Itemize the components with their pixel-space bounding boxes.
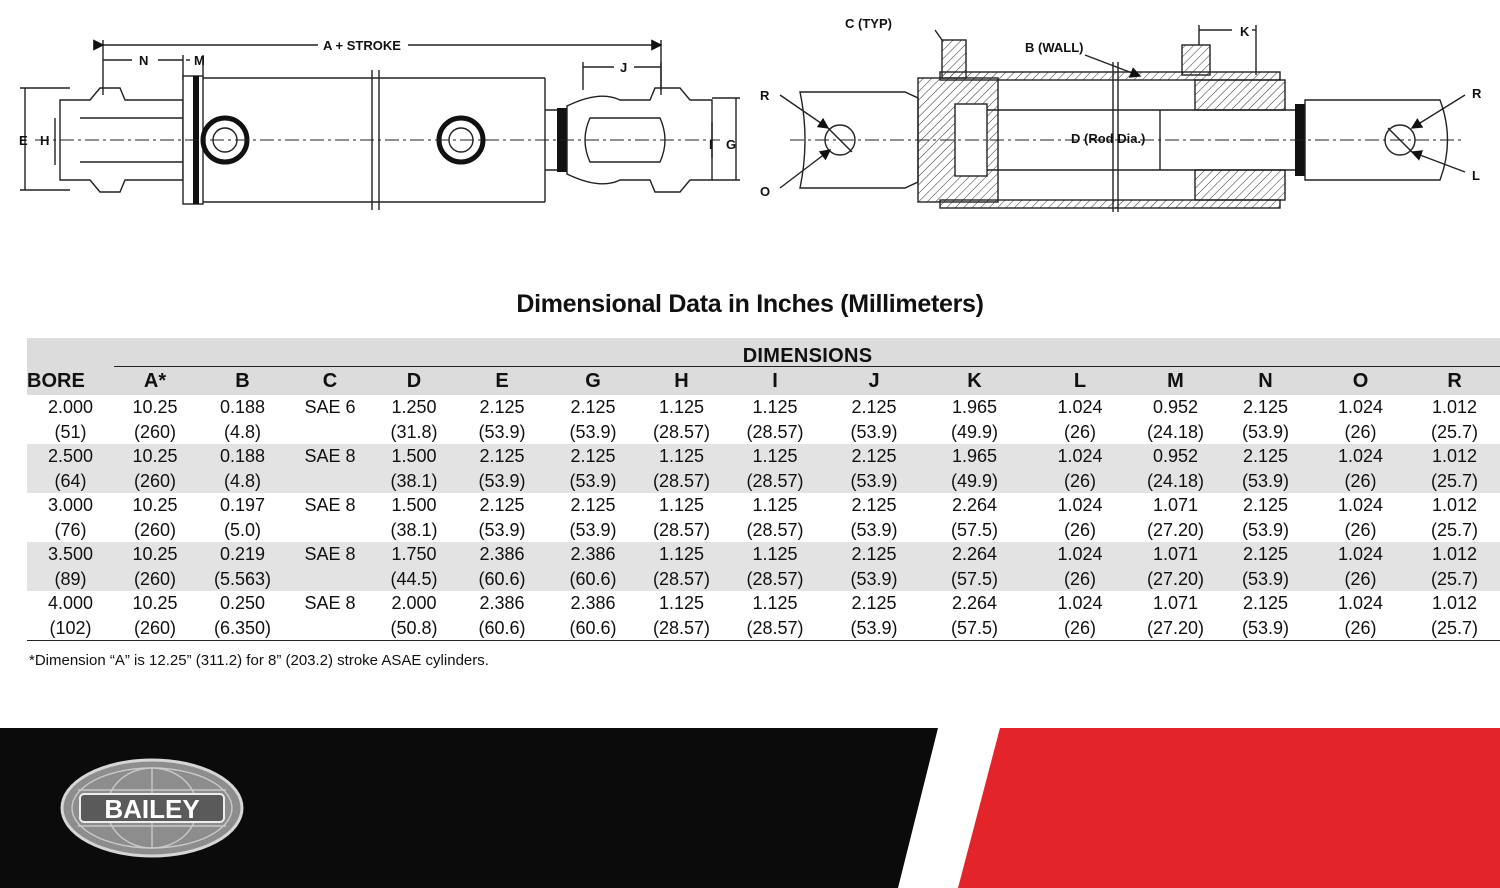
table-row <box>27 444 1500 469</box>
table-cell: (38.1) <box>390 519 438 540</box>
column-header: M <box>1133 367 1218 396</box>
table-row <box>27 518 1500 543</box>
table-cell: 2.125 <box>851 495 897 515</box>
bailey-logo <box>62 760 242 856</box>
table-cell: 1.965 <box>922 444 1027 469</box>
table-cell: (4.8) <box>196 469 289 494</box>
column-header: K <box>922 367 1027 396</box>
table-cell: 2.125 <box>547 444 639 469</box>
table-cell: (49.9) <box>922 469 1027 494</box>
table-row <box>27 395 1500 420</box>
table-cell: (25.7) <box>1408 616 1500 641</box>
table-cell: (26) <box>1313 616 1408 641</box>
table-cell: 1.024 <box>1313 444 1408 469</box>
table-cell: (53.9) <box>850 421 898 442</box>
table-cell: 1.024 <box>1027 444 1133 469</box>
table-cell: SAE 8 <box>304 495 356 515</box>
table-cell: (49.9) <box>950 421 999 442</box>
table-cell: 10.25 <box>132 593 178 613</box>
table-cell: 1.012 <box>1432 495 1478 515</box>
table-cell: 2.125 <box>1242 593 1289 613</box>
table-cell: (27.20) <box>1133 616 1218 641</box>
table-cell: 1.125 <box>639 444 724 469</box>
table-cell: 1.250 <box>391 397 437 417</box>
column-header: C <box>289 367 371 396</box>
table-cell: (53.9) <box>1218 469 1313 494</box>
table-cell: (28.57) <box>746 519 804 540</box>
table-cell: (60.6) <box>457 567 547 592</box>
table-row <box>27 469 1500 494</box>
table-cell: 2.500 <box>27 444 114 469</box>
table-row <box>27 591 1500 616</box>
table-cell: (260) <box>133 519 177 540</box>
section-view-diagram <box>780 25 1465 212</box>
table-cell: (24.18) <box>1133 469 1218 494</box>
column-header: R <box>1408 367 1500 396</box>
table-cell: 4.000 <box>47 593 94 613</box>
table-cell: (53.9) <box>1241 421 1290 442</box>
table-cell: 1.024 <box>1057 397 1103 417</box>
column-header: O <box>1313 367 1408 396</box>
table-cell: (28.57) <box>724 567 826 592</box>
label-g: G <box>726 137 737 152</box>
label-r-right: R <box>1472 86 1482 101</box>
red-band <box>958 728 1500 888</box>
table-cell: (260) <box>114 469 196 494</box>
table-cell: 1.024 <box>1313 542 1408 567</box>
table-cell <box>289 420 371 445</box>
table-cell: 1.125 <box>658 593 705 613</box>
table-cell: 2.125 <box>1218 542 1313 567</box>
table-row <box>27 542 1500 567</box>
label-r-left: R <box>760 88 770 103</box>
table-cell: 1.012 <box>1408 542 1500 567</box>
table-cell: (53.9) <box>478 421 526 442</box>
table-cell: 1.125 <box>752 593 798 613</box>
table-cell: (53.9) <box>850 519 898 540</box>
table-cell: (260) <box>114 567 196 592</box>
column-header-row <box>27 367 1500 396</box>
table-cell: 1.500 <box>371 444 457 469</box>
table-cell: 1.012 <box>1432 397 1478 417</box>
label-c: C (TYP) <box>845 16 892 31</box>
table-cell: 2.264 <box>922 542 1027 567</box>
table-cell: 1.125 <box>752 397 798 417</box>
table-cell: 1.750 <box>371 542 457 567</box>
table-cell: (24.18) <box>1146 421 1205 442</box>
table-cell: SAE 8 <box>289 444 371 469</box>
table-cell: (26) <box>1344 519 1377 540</box>
logo-text: BAILEY <box>104 794 200 824</box>
dimensions-table-wrap <box>27 338 1481 641</box>
table-cell: (28.57) <box>724 469 826 494</box>
table-cell: 10.25 <box>114 444 196 469</box>
table-cell: (57.5) <box>950 519 999 540</box>
table-cell: 1.024 <box>1057 593 1103 613</box>
table-cell: 1.965 <box>951 397 998 417</box>
table-cell: (28.57) <box>639 469 724 494</box>
table-cell: (53.9) <box>547 469 639 494</box>
column-header: L <box>1027 367 1133 396</box>
dimensions-group-header: DIMENSIONS <box>114 338 1500 367</box>
table-cell: (53.9) <box>478 519 526 540</box>
table-cell: (28.57) <box>746 421 804 442</box>
table-cell: (26) <box>1027 469 1133 494</box>
table-cell: (26) <box>1063 519 1096 540</box>
table-cell: 0.250 <box>219 593 266 613</box>
column-header: H <box>639 367 724 396</box>
section-view-labels <box>760 16 1482 199</box>
column-header: BORE <box>27 367 114 396</box>
table-cell: 2.125 <box>570 495 616 515</box>
table-cell: (25.7) <box>1408 567 1500 592</box>
label-k: K <box>1240 24 1250 39</box>
table-cell <box>289 616 371 641</box>
label-h: H <box>40 133 50 148</box>
table-cell: (26) <box>1063 421 1096 442</box>
table-cell: 2.125 <box>1218 444 1313 469</box>
group-header-row <box>27 338 1500 367</box>
label-o: O <box>760 184 771 199</box>
table-cell: (50.8) <box>371 616 457 641</box>
table-cell: (28.57) <box>652 421 711 442</box>
table-cell: 10.25 <box>132 397 178 417</box>
table-cell: 0.219 <box>196 542 289 567</box>
table-cell: SAE 6 <box>304 397 356 417</box>
column-header: E <box>457 367 547 396</box>
table-cell: 2.264 <box>951 593 998 613</box>
table-cell: (31.8) <box>390 421 438 442</box>
table-cell: 3.000 <box>47 495 94 515</box>
side-view-labels <box>19 38 736 152</box>
table-cell: (53.9) <box>1218 616 1313 641</box>
table-cell: 1.012 <box>1432 593 1478 613</box>
column-header: B <box>196 367 289 396</box>
table-cell: 2.386 <box>479 593 525 613</box>
table-cell: 2.125 <box>570 397 616 417</box>
table-cell: 2.125 <box>1242 397 1289 417</box>
table-cell: 0.952 <box>1133 444 1218 469</box>
table-cell: (53.9) <box>1218 567 1313 592</box>
table-cell: (28.57) <box>639 616 724 641</box>
column-header: D <box>371 367 457 396</box>
table-cell: (53.9) <box>569 421 617 442</box>
table-cell: (60.6) <box>547 616 639 641</box>
table-cell: 2.125 <box>851 593 897 613</box>
table-cell: 0.188 <box>196 444 289 469</box>
table-cell: 1.012 <box>1408 444 1500 469</box>
table-title: Dimensional Data in Inches (Millimeters) <box>516 290 984 318</box>
table-cell: 2.125 <box>826 542 922 567</box>
table-cell: 1.024 <box>1337 397 1384 417</box>
table-cell: (260) <box>133 421 177 442</box>
column-header: N <box>1218 367 1313 396</box>
table-cell: 1.071 <box>1152 593 1199 613</box>
side-view-diagram <box>20 40 740 210</box>
table-cell: (26) <box>1313 469 1408 494</box>
table-cell: 1.024 <box>1027 542 1133 567</box>
table-cell: 2.386 <box>457 542 547 567</box>
table-cell: 1.125 <box>752 495 798 515</box>
table-cell: (4.8) <box>223 421 261 442</box>
table-cell: (27.20) <box>1133 567 1218 592</box>
table-cell: (76) <box>54 519 87 540</box>
table-cell: 1.071 <box>1133 542 1218 567</box>
table-cell: (6.350) <box>196 616 289 641</box>
label-d: D (Rod Dia.) <box>1071 131 1146 146</box>
table-cell: 2.386 <box>547 542 639 567</box>
table-cell: (26) <box>1027 616 1133 641</box>
table-cell: (27.20) <box>1146 519 1205 540</box>
table-cell: (260) <box>114 616 196 641</box>
table-cell: (25.7) <box>1431 421 1479 442</box>
table-cell: 2.125 <box>826 444 922 469</box>
table-cell: 1.125 <box>658 397 705 417</box>
table-cell: (51) <box>54 421 87 442</box>
table-cell: 0.952 <box>1152 397 1199 417</box>
table-cell: 1.125 <box>658 495 705 515</box>
table-cell: (57.5) <box>922 567 1027 592</box>
table-cell: 10.25 <box>132 495 178 515</box>
table-cell: 1.024 <box>1057 495 1103 515</box>
table-cell: 0.197 <box>219 495 266 515</box>
table-cell: (53.9) <box>569 519 617 540</box>
column-header: A* <box>114 367 196 396</box>
label-l: L <box>1472 168 1480 183</box>
table-cell: 10.25 <box>114 542 196 567</box>
table-cell: (28.57) <box>652 519 711 540</box>
table-cell: 0.188 <box>219 397 266 417</box>
table-cell: (5.563) <box>196 567 289 592</box>
label-a-stroke: A + STROKE <box>323 38 401 53</box>
table-cell: 1.071 <box>1152 495 1199 515</box>
label-e: E <box>19 133 28 148</box>
dimensions-table <box>27 338 1500 641</box>
label-m: M <box>194 53 205 68</box>
table-cell: (60.6) <box>547 567 639 592</box>
label-j: J <box>620 60 628 75</box>
table-cell: 1.125 <box>724 444 826 469</box>
table-row <box>27 420 1500 445</box>
table-cell: (26) <box>1344 421 1377 442</box>
table-body <box>27 395 1500 641</box>
table-cell: (44.5) <box>371 567 457 592</box>
brand-banner <box>0 728 1500 888</box>
label-b: B (WALL) <box>1025 40 1084 55</box>
table-cell: 3.500 <box>27 542 114 567</box>
table-cell: (102) <box>27 616 114 641</box>
footnote: *Dimension “A” is 12.25” (311.2) for 8” (203.2) stroke ASAE cylinders. <box>29 652 489 669</box>
table-cell: (26) <box>1027 567 1133 592</box>
table-cell: (57.5) <box>922 616 1027 641</box>
table-cell <box>289 567 371 592</box>
table-cell: 2.125 <box>457 444 547 469</box>
table-cell: 1.125 <box>724 542 826 567</box>
table-cell: (26) <box>1313 567 1408 592</box>
label-i: I <box>709 137 713 152</box>
table-cell: (64) <box>27 469 114 494</box>
table-cell: 2.125 <box>479 397 525 417</box>
table-cell <box>289 518 371 543</box>
table-cell: 1.500 <box>391 495 437 515</box>
table-cell <box>289 469 371 494</box>
table-cell: (53.9) <box>1241 519 1290 540</box>
table-row <box>27 493 1500 518</box>
column-header: G <box>547 367 639 396</box>
table-cell: SAE 8 <box>304 593 356 613</box>
cylinder-drawings <box>0 0 1500 250</box>
table-cell: 2.264 <box>951 495 998 515</box>
table-cell: (53.9) <box>826 616 922 641</box>
table-cell: 2.125 <box>1242 495 1289 515</box>
table-cell: (25.7) <box>1408 469 1500 494</box>
table-cell: (60.6) <box>457 616 547 641</box>
table-cell: (5.0) <box>223 519 261 540</box>
table-cell: 1.024 <box>1337 495 1384 515</box>
table-cell: 2.125 <box>851 397 897 417</box>
table-cell: (89) <box>27 567 114 592</box>
table-cell: 2.125 <box>479 495 525 515</box>
table-cell: (53.9) <box>826 567 922 592</box>
table-cell: SAE 8 <box>289 542 371 567</box>
table-cell: (28.57) <box>724 616 826 641</box>
table-cell: 2.386 <box>570 593 616 613</box>
table-cell: 1.125 <box>639 542 724 567</box>
table-cell: 2.000 <box>391 593 437 613</box>
table-cell: 1.024 <box>1337 593 1384 613</box>
table-cell: (38.1) <box>371 469 457 494</box>
table-cell: 2.000 <box>47 397 94 417</box>
table-row <box>27 616 1500 641</box>
table-cell: (28.57) <box>639 567 724 592</box>
table-cell: (25.7) <box>1431 519 1479 540</box>
column-header: I <box>724 367 826 396</box>
table-row <box>27 567 1500 592</box>
column-header: J <box>826 367 922 396</box>
table-cell: (53.9) <box>457 469 547 494</box>
label-n: N <box>139 53 149 68</box>
table-cell: (53.9) <box>826 469 922 494</box>
